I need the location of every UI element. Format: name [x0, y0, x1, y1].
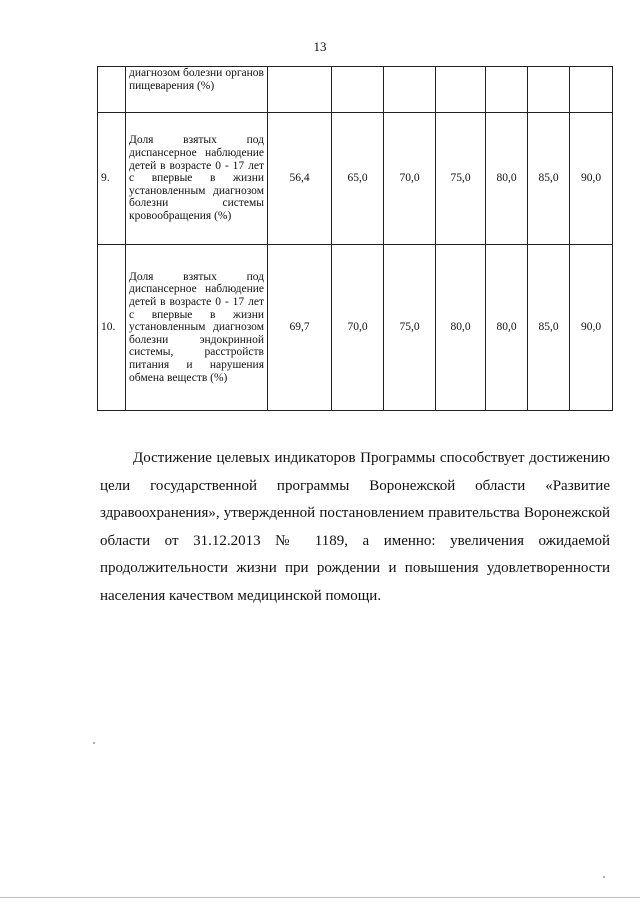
table-row [98, 245, 613, 411]
page-number: 13 [313, 39, 327, 54]
value-cell [384, 67, 436, 113]
scan-speck [93, 742, 95, 744]
scan-edge-line [0, 897, 640, 898]
indicators-table [97, 66, 613, 411]
value-cell: 70,0 [384, 113, 436, 245]
value-cell [570, 67, 613, 113]
indicator-description: диагнозом болезни органов пищеварения (%) [126, 67, 268, 113]
value-cell [436, 67, 486, 113]
indicator-description: Доля взятых под диспансерное наблюдение детей в возрасте 0 - 17 лет с впервые в жизни установленным диагнозом болезни системы кровообращения (%) [126, 113, 268, 245]
value-cell: 80,0 [436, 245, 486, 411]
value-cell [486, 67, 528, 113]
value-cell: 80,0 [486, 113, 528, 245]
value-cell: 70,0 [332, 245, 384, 411]
value-cell: 80,0 [486, 245, 528, 411]
value-cell: 75,0 [384, 245, 436, 411]
row-number-cell [98, 67, 126, 113]
value-cell [268, 67, 332, 113]
indicator-description: Доля взятых под диспансерное наблюдение детей в возрасте 0 - 17 лет с впервые в жизни установленным диагнозом болезни эндокринной системы, расстройств питания и нарушения обмена веществ (%) [126, 245, 268, 411]
row-number-cell: 10. [98, 245, 126, 411]
value-cell: 90,0 [570, 113, 613, 245]
value-cell [528, 67, 570, 113]
value-cell: 65,0 [332, 113, 384, 245]
value-cell: 75,0 [436, 113, 486, 245]
body-paragraph: Достижение целевых индикаторов Программы способствует достижению цели государственной программы Воронежской области «Развитие здравоохранения», утвержденной постановлением правительства Воронежской области от 31.12.2013 № 1189, а именно: увеличения ожидаемой продолжительности жизни при рождении и повышения удовлетворенности населения качеством медицинской помощи. [100, 450, 610, 604]
value-cell: 69,7 [268, 245, 332, 411]
scan-speck [603, 876, 605, 878]
value-cell: 85,0 [528, 113, 570, 245]
value-cell [332, 67, 384, 113]
value-cell: 90,0 [570, 245, 613, 411]
table-row [98, 113, 613, 245]
value-cell: 56,4 [268, 113, 332, 245]
row-number-cell: 9. [98, 113, 126, 245]
table-row-continuation [98, 67, 613, 113]
value-cell: 85,0 [528, 245, 570, 411]
